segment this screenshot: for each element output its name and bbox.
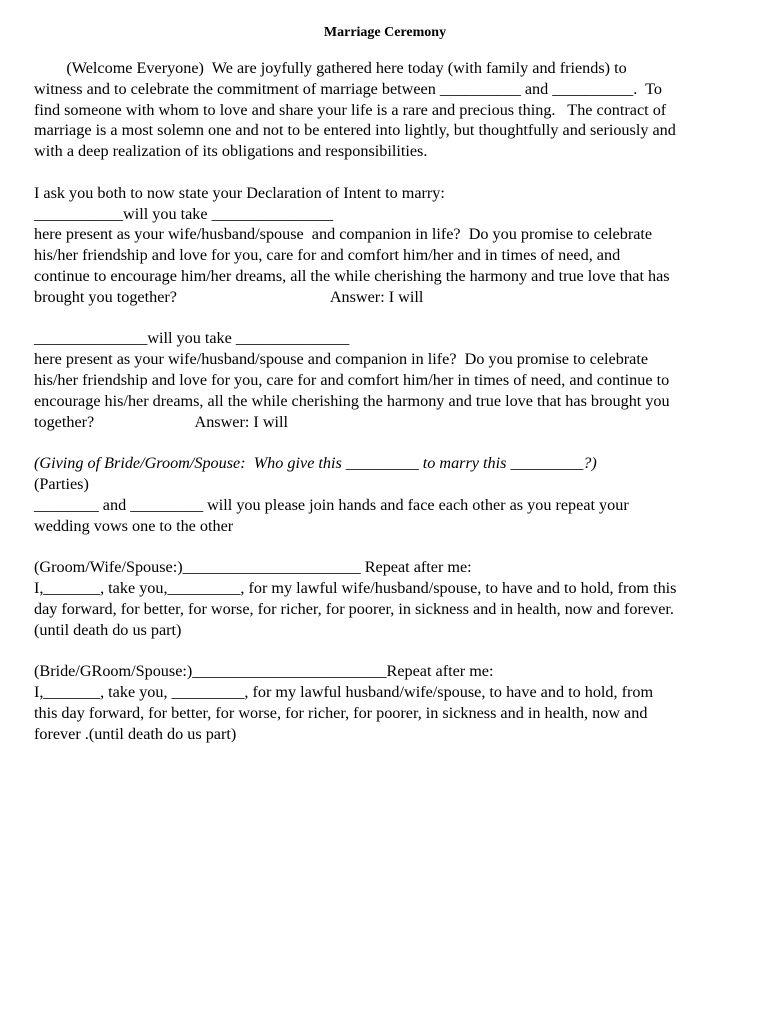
page-title: Marriage Ceremony (323, 25, 447, 40)
intent-paragraph-1 (34, 204, 740, 308)
vow-line: (Groom/Wife/Spouse:)______________________ Repeat after me: (34, 558, 472, 577)
parties-paragraph (34, 474, 740, 536)
paragraph-gap (34, 536, 740, 557)
vow-line: this day forward, for better, for worse, for richer, for poorer, in sickness and in health, now and (34, 703, 648, 722)
vow-line: day forward, for better, for worse, for richer, for poorer, in sickness and in health, now and forever. (34, 599, 674, 618)
intent-line: brought you together? Answer: I will (34, 287, 424, 306)
welcome-line: marriage is a most solemn one and not to be entered into lightly, but thoughtfully and seriously and (34, 121, 676, 140)
vow-line: I,_______, take you, _________, for my lawful husband/wife/spouse, to have and to hold, from (34, 682, 654, 701)
welcome-line: witness and to celebrate the commitment of marriage between __________ and __________. To (34, 79, 662, 98)
ceremony-text (34, 58, 740, 744)
vow-line: (until death do us part) (34, 620, 182, 639)
intent-line: ______________will you take ______________ (34, 329, 350, 348)
parties-line: wedding vows one to the other (34, 516, 234, 535)
paragraph-gap (34, 432, 740, 453)
parties-line: (Parties) (34, 474, 89, 493)
paragraph-gap (34, 308, 740, 329)
giving-line: (Giving of Bride/Groom/Spouse: Who give this _________ to marry this _________?) (34, 454, 597, 473)
intent-line: ___________will you take _______________ (34, 204, 334, 223)
vow-paragraph-1 (34, 557, 740, 640)
intent-paragraph-2 (34, 328, 740, 432)
paragraph-gap (34, 640, 740, 661)
intent-line: his/her friendship and love for you, care for and comfort him/her and in times of need, and (34, 246, 621, 265)
welcome-paragraph (34, 58, 740, 162)
intent-line: his/her friendship and love for you, care for and comfort him/her in times of need, and continue to (34, 370, 670, 389)
intent-line: here present as your wife/husband/spouse and companion in life? Do you promise to celebrate (34, 350, 649, 369)
welcome-line: (Welcome Everyone) We are joyfully gathered here today (with family and friends) to (34, 59, 627, 77)
intent-line: here present as your wife/husband/spouse and companion in life? Do you promise to celebrate (34, 225, 653, 244)
paragraph-gap (34, 162, 740, 183)
intent-line: together? Answer: I will (34, 412, 289, 431)
vow-paragraph-2 (34, 661, 740, 744)
intent-line: continue to encourage him/her dreams, all the while cherishing the harmony and true love that has (34, 266, 670, 285)
welcome-line: find someone with whom to love and share your life is a rare and precious thing. The contract of (34, 100, 667, 119)
vow-line: (Bride/GRoom/Spouse:)________________________Repeat after me: (34, 662, 494, 681)
intent-intro: I ask you both to now state your Declaration of Intent to marry: (34, 183, 445, 202)
vow-line: forever .(until death do us part) (34, 724, 237, 743)
parties-line: ________ and _________ will you please join hands and face each other as you repeat your (34, 495, 629, 514)
welcome-line: with a deep realization of its obligations and responsibilities. (34, 142, 428, 161)
vow-line: I,_______, take you,_________, for my lawful wife/husband/spouse, to have and to hold, from this (34, 578, 677, 597)
intent-line: encourage his/her dreams, all the while cherishing the harmony and true love that has brought you (34, 391, 670, 410)
